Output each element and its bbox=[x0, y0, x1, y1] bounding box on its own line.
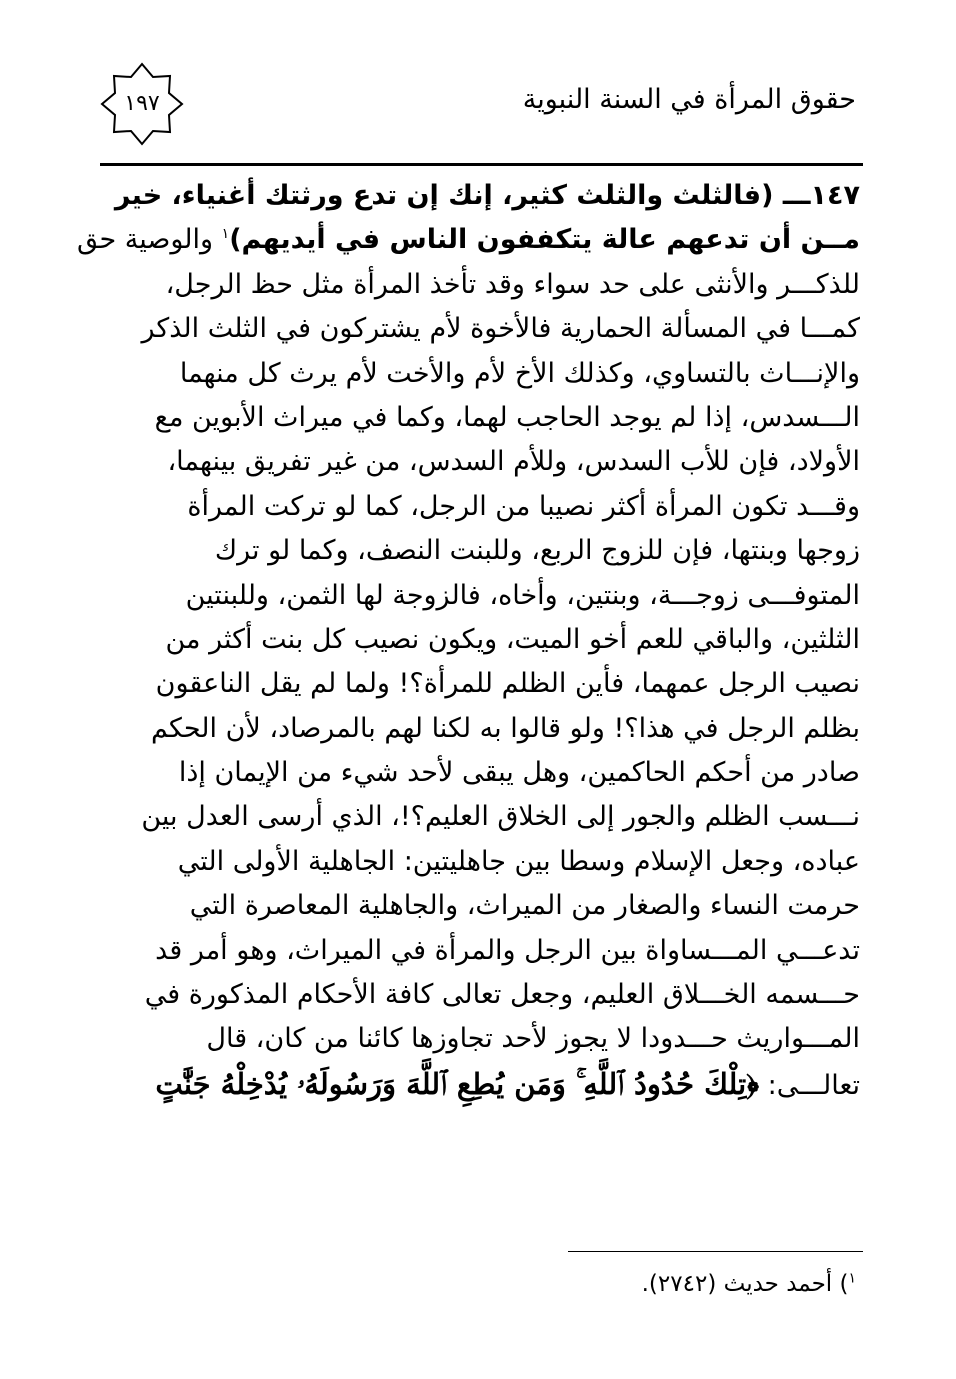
page-number: ١٩٧ bbox=[124, 91, 160, 116]
text-line: نصيب الرجل عمهما، فأين الظلم للمرأة؟! ولما لم يقل الناعقون bbox=[155, 668, 860, 700]
text-line bbox=[102, 1062, 860, 1106]
text-run: تعالـــى: bbox=[759, 1069, 860, 1101]
footnote-text: ) أحمد حديث (٢٧٤٢). bbox=[641, 1271, 849, 1297]
body-text bbox=[77, 174, 860, 1106]
text-line: المـــواريث حـــدودا لا يجوز لأحد تجاوزها كائنا من كان، قال bbox=[206, 1023, 860, 1055]
text-run: والوصية حق bbox=[77, 224, 222, 256]
text-line: حرمت النساء والصغار من الميراث، والجاهلية المعاصرة التي bbox=[189, 890, 860, 922]
text-line: بظلم الرجل في هذا؟! ولو قالوا به لكنا لهم بالمرصاد، لأن الحكم bbox=[150, 712, 860, 744]
text-line: عباده، وجعل الإسلام وسطا بين جاهليتين: الجاهلية الأولى التي bbox=[177, 845, 860, 877]
text-line: الأولاد، فإن للأب السدس، وللأم السدس، من غير تفريق بينهما، bbox=[167, 446, 860, 478]
text-line: المتوفـــى زوجـــة، وبنتين، وأخاه، فالزوجة لها الثمن، وللبنتين bbox=[185, 579, 860, 611]
text-line: الثلثين، والباقي للعم أخو الميت، ويكون نصيب كل بنت أكثر من bbox=[165, 623, 860, 655]
text-line: زوجها وبنتها، فإن للزوج الربع، وللبنت النصف، وكما لو ترك bbox=[214, 535, 860, 567]
page-number-badge bbox=[100, 62, 184, 146]
text-line bbox=[102, 174, 860, 218]
text-line: الـــسدس، إذا لم يوجد الحاجب لهما، وكما في ميراث الأبوين مع bbox=[154, 401, 860, 433]
text-line: وقـــد تكون المرأة أكثر نصيبا من الرجل، كما لو تركت المرأة bbox=[187, 490, 860, 522]
hadith-text-bold: مــن أن تدعهم عالة يتكففون الناس في أيديهم) bbox=[229, 224, 860, 256]
header-divider bbox=[100, 163, 863, 166]
text-line bbox=[77, 218, 860, 262]
text-line: والإنـــاث بالتساوي، وكذلك الأخ لأم والأخت لأم يرث كل منهما bbox=[179, 357, 860, 389]
footnote-divider bbox=[568, 1251, 863, 1252]
text-line: نـــسب الظلم والجور إلى الخلاق العليم؟!، الذي أرسى العدل بين bbox=[141, 801, 860, 833]
text-line: كمـــا في المسألة الحمارية فالأخوة لأم يشتركون في الثلث الذكر bbox=[141, 313, 860, 345]
footnote-ref: ١ bbox=[221, 226, 230, 243]
text-line: للذكـــر والأنثى على حد سواء وقد تأخذ المرأة مثل حظ الرجل، bbox=[165, 268, 860, 300]
text-line: تدعـــي المـــساواة بين الرجل والمرأة في الميراث، وهو أمر قد bbox=[155, 934, 860, 966]
footnote bbox=[642, 1271, 856, 1297]
hadith-text-bold: ١٤٧ـــ (فالثلث والثلث كثير، إنك إن تدع ورثتك أغنياء، خير bbox=[114, 180, 860, 211]
running-title: حقوق المرأة في السنة النبوية bbox=[522, 84, 856, 115]
quran-verse: ﴿تِلْكَ حُدُودُ ٱللَّهِ ۚ وَمَن يُطِعِ ٱللَّهَ وَرَسُولَهُۥ يُدْخِلْهُ جَنَّٰتٍ bbox=[155, 1066, 760, 1101]
text-line: صادر من أحكم الحاكمين، وهل يبقى لأحد شيء من الإيمان إذا bbox=[178, 757, 860, 789]
footnote-marker: ١ bbox=[848, 1270, 856, 1287]
text-line: حـــسمه الخـــلاق العليم، وجعل تعالى كافة الأحكام المذكورة في bbox=[144, 979, 860, 1011]
